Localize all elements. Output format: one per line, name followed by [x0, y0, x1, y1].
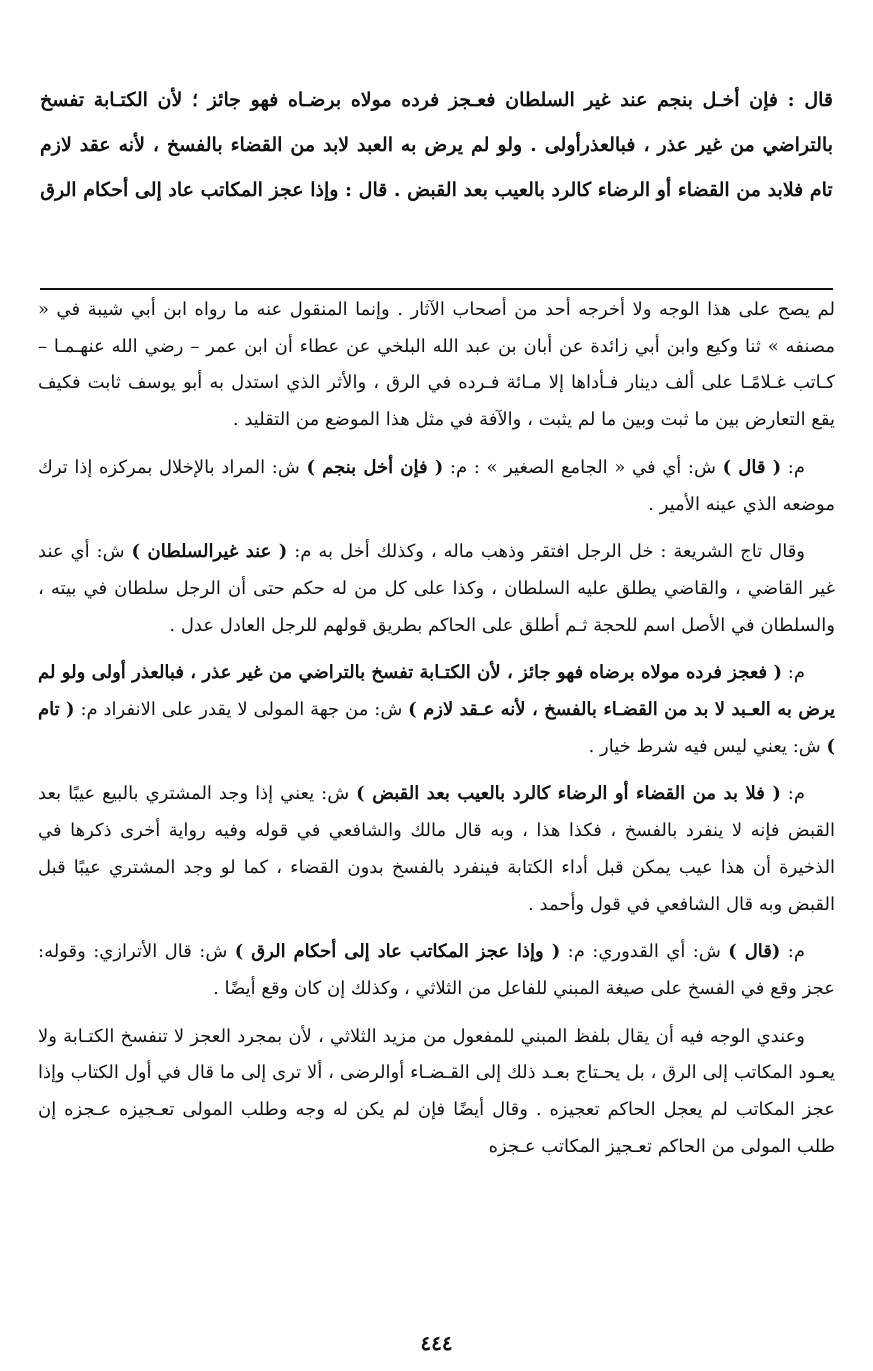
separator-line — [40, 288, 833, 290]
commentary-paragraph-2 — [38, 450, 835, 523]
commentary-paragraph-1: لم يصح على هذا الوجه ولا أخرجه أحد من أصحاب الآثار . وإنما المنقول عنه ما رواه ابن أبي شيبة في « مصنفه » ثنا وكيع وابن أبي زائدة عن أبان بن عبد الله البلخي عن عطاء أن ابن عمر – رضي الله عنهـمـا – كـاتب غـلامًـا على ألف دينار فـأداها إلا مـائة فـرده في الرق ، والأثر الذي استدل به أبو يوسف ثابت فكيف يقع التعارض بين ما ثبت وبين ما لم يثبت ، والآفة في مثل هذا الموضع من التقليد . — [38, 299, 835, 431]
commentary-paragraph-5 — [38, 776, 835, 923]
commentary-text: ش: قال الأترازي: وقوله: عجز وقع في الفسخ على صيغة المبني للفاعل من الثلاثي ، وكذلك إن كان وقع أيضًا . — [38, 941, 835, 999]
quoted-matn: ( قال ) — [722, 456, 782, 478]
commentary-text: م: — [781, 456, 805, 478]
quoted-matn: ( فإن أخل بنجم ) — [306, 456, 444, 478]
quoted-matn: ( وإذا عجز المكاتب عاد إلى أحكام الرق ) — [234, 941, 561, 963]
commentary-paragraph-4 — [38, 655, 835, 765]
commentary-text: م: — [782, 662, 805, 684]
commentary-paragraph-7: وعندي الوجه فيه أن يقال بلفظ المبني للمفعول من مزيد الثلاثي ، لأن بمجرد العجز لا تنفسخ الكتـابة ولا يعـود المكاتب إلى الرق ، بل يحـتاج بعـد ذلك إلى القـضـاء أوالرضى ، ألا ترى إلى ما قال في أول الكتاب وإذا عجز المكاتب لم يعجل الحاكم تعجيزه . وقال أيضًا فإن لم يكن له وجه وطلب المولى تعـجيزه عـجزه إن طلب المولى من الحاكم تعـجيز المكاتب عـجزه — [38, 1025, 835, 1157]
commentary-text: ش: أي عند غير القاضي ، والقاضي يطلق عليه السلطان ، وكذا على كل من له حكم حتى أن الرجل سلطان في بيته ، والسلطان في الأصل اسم للحجة ثـم أطلق على الحاكم بطريق قولهم للرجل العادل عدل . — [38, 541, 835, 636]
commentary-text: ش: المراد بالإخلال بمركزه إذا ترك موضعه الذي عينه الأمير . — [38, 456, 835, 515]
quoted-matn: ( عند غيرالسلطان ) — [131, 541, 288, 563]
commentary-text: م: — [780, 941, 806, 963]
main-text-block: قال : فإن أخـل بنجم عند غير السلطان فعـجز فرده مولاه برضـاه فهو جائز ؛ لأن الكتـابة تفسخ بالتراضي من غير عذر ، فبالعذرأولى . ولو لم يرض به العبد لابد من القضاء بالفسخ ، لأنه عقد لازم تام فلابد من القضاء أو الرضاء كالرد بالعيب بعد القبض . قال : وإذا عجز المكاتب عاد إلى أحكام الرق — [40, 89, 833, 201]
quoted-matn: ( فعجز فرده مولاه برضاه فهو جائز ، لأن الكتـابة تفسخ بالتراضي من غير عذر ، فبالعذر أولى ولو لم يرض به العـبد لا بد من القضـاء بالفسخ ، لأنه عـقد لازم ) — [38, 662, 835, 721]
commentary-text: ش: يعني ليس فيه شرط خيار . — [588, 735, 827, 757]
commentary-text: ش: من جهة المولى لا يقدر على الانفراد م: — [74, 699, 409, 721]
commentary-text: ش: أي القدوري: م: — [560, 941, 729, 963]
commentary-text: ش: يعني إذا وجد المشتري بالبيع عيبًا بعد القبض فإنه لا ينفرد بالفسخ ، فكذا هذا ، وبه قال مالك والشافعي في قوله وفيه رواية أخرى ذكرها في الذخيرة أن هذا عيب يمكن قبل أداء الكتابة فينفرد بالفسخ بدون القضاء ، كما لو وجد المشتري عيبًا قبل القبض وبه قال الشافعي في قول وأحمد . — [38, 783, 835, 915]
commentary-paragraph-3 — [38, 534, 835, 644]
quoted-matn: ( تام ) — [38, 699, 835, 757]
quoted-matn: ( فلا بد من القضاء أو الرضاء كالرد بالعيب بعد القبض ) — [356, 783, 781, 805]
commentary-paragraph-6 — [38, 934, 835, 1007]
quoted-matn: (قال ) — [728, 941, 781, 963]
commentary-block — [38, 292, 835, 1176]
commentary-text: وقال تاج الشريعة : خل الرجل افتقر وذهب ماله ، وكذلك أخل به م: — [287, 541, 805, 563]
page-number: ٤٤٤ — [420, 1331, 453, 1355]
commentary-text: م: — [780, 783, 806, 805]
commentary-text: ش: أي في « الجامع الصغير » : م: — [443, 456, 723, 478]
